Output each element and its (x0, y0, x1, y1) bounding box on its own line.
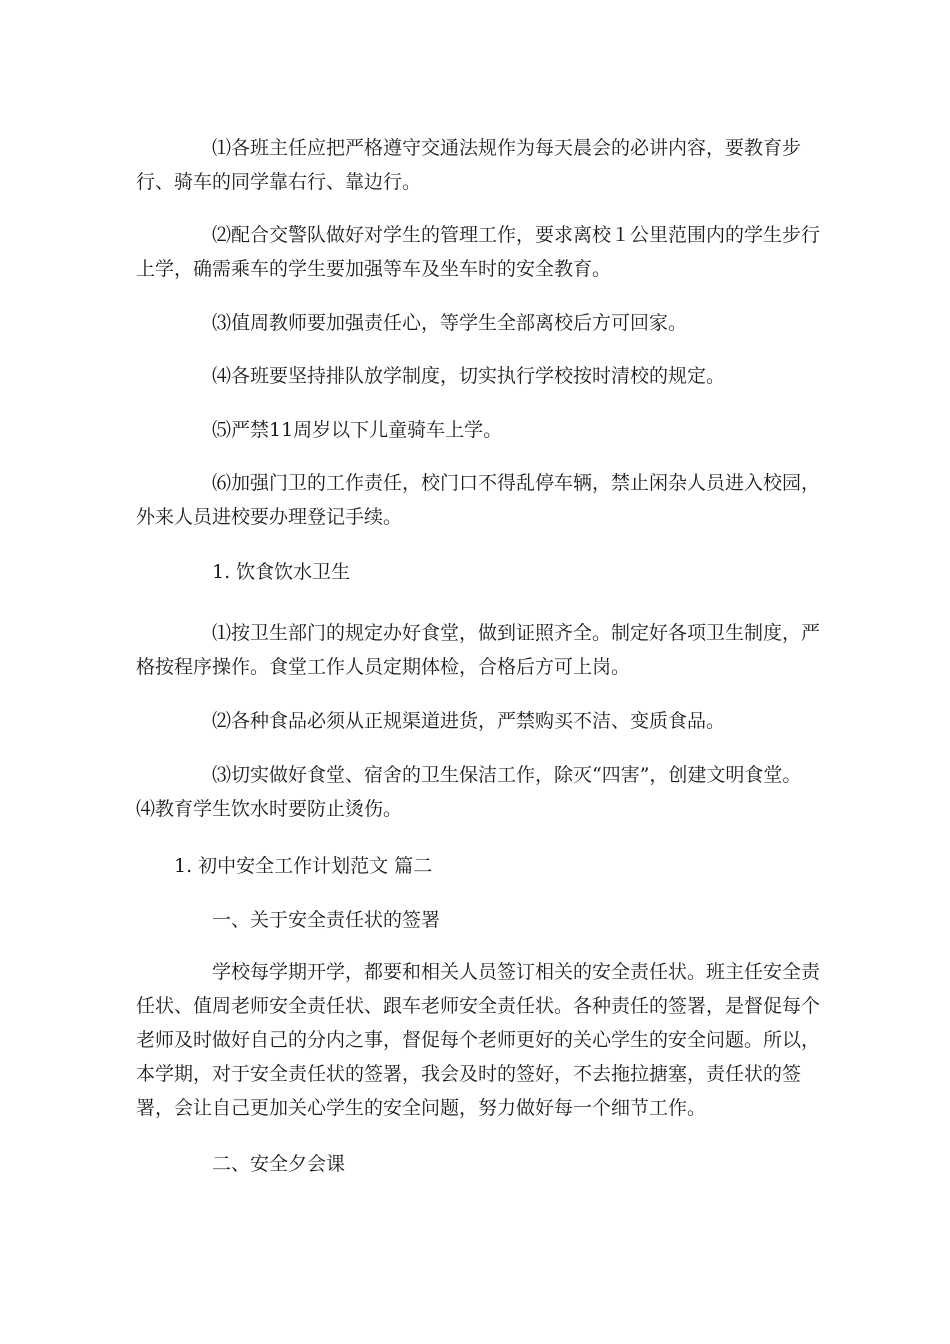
paragraph-traffic-1: ⑴各班主任应把严格遵守交通法规作为每天晨会的必讲内容，要教育步行、骑车的同学靠右行、靠边行。 (136, 137, 802, 193)
paragraph-food-1: ⑴按卫生部门的规定办好食堂，做到证照齐全。制定好各项卫生制度，严格按程序操作。食堂工作人员定期体检，合格后方可上岗。 (136, 622, 821, 678)
paragraph-traffic-5: ⑸严禁11周岁以下儿童骑车上学。 (212, 419, 503, 441)
paragraph-traffic-2: ⑵配合交警队做好对学生的管理工作，要求离校１公里范围内的学生步行上学，确需乘车的学生要加强等车及坐车时的安全教育。 (136, 224, 821, 280)
paragraph-traffic-6: ⑹加强门卫的工作责任，校门口不得乱停车辆，禁止闲杂人员进入校园，外来人员进校要办理登记手续。 (136, 472, 821, 528)
paragraph-food-3: ⑶切实做好食堂、宿舍的卫生保洁工作，除灭“四害”，创建文明食堂。 (212, 764, 802, 786)
paragraph-food-4: ⑷教育学生饮水时要防止烫伤。 (136, 798, 403, 820)
section-heading-evening-class: 二、安全夕会课 (212, 1153, 346, 1175)
paragraph-traffic-3: ⑶值周教师要加强责任心，等学生全部离校后方可回家。 (212, 312, 688, 334)
paragraph-food-2: ⑵各种食品必须从正规渠道进货，严禁购买不洁、变质食品。 (212, 710, 726, 732)
paragraph-traffic-4: ⑷各班要坚持排队放学制度，切实执行学校按时清校的规定。 (212, 365, 726, 387)
article-title-part-two: 1. 初中安全工作计划范文 篇二 (174, 855, 433, 877)
paragraph-responsibility: 学校每学期开学，都要和相关人员签订相关的安全责任状。班主任安全责任状、值周老师安全责任状、跟车老师安全责任状。各种责任的签署，是督促每个老师及时做好自己的分内之事，督促每个老师更好的关心学生的安全问题。所以，本学期，对于安全责任状的签署，我会及时的签好，不去拖拉搪塞，责任状的签署，会让自己更加关心学生的安全问题，努力做好每一个细节工作。 (136, 961, 821, 1119)
section-heading-food: 1. 饮食饮水卫生 (212, 561, 351, 583)
section-heading-responsibility: 一、关于安全责任状的签署 (212, 909, 441, 931)
